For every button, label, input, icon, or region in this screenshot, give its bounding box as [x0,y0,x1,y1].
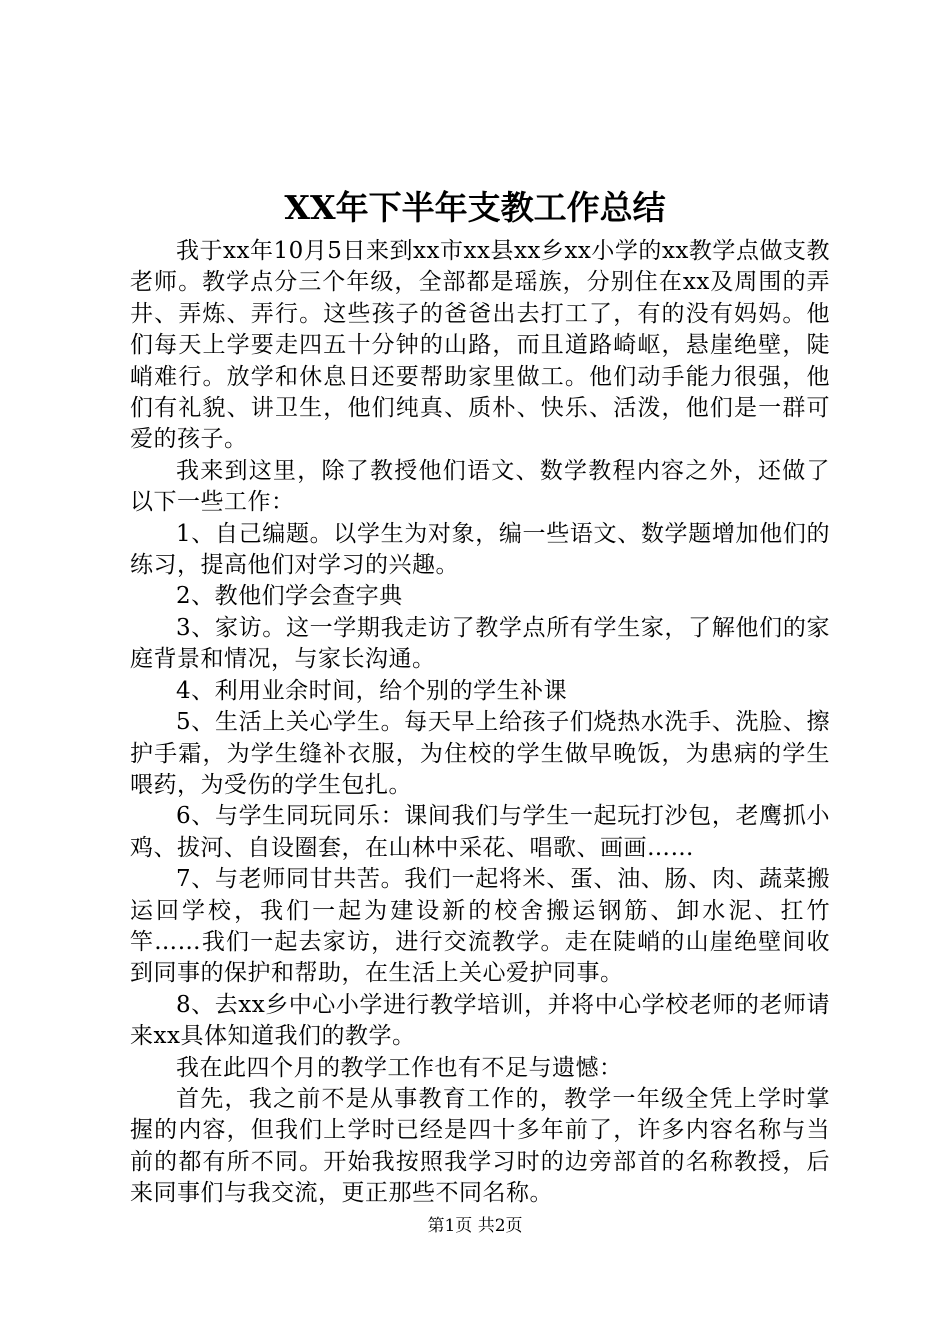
list-item-4: 4、利用业余时间，给个别的学生补课 [176,677,568,704]
list-item-5: 5、生活上关心学生。每天早上给孩子们烧热水洗手、洗脸、擦护手霜，为学生缝补衣服，为住校的学生做早晚饭，为患病的学生喂药，为受伤的学生包扎。 [130,709,830,798]
list-item-8: 8、去xx乡中心小学进行教学培训，并将中心学校老师的老师请来xx具体知道我们的教学。 [130,991,830,1050]
paragraph-intro: 我于xx年10月5日来到xx市xx县xx乡xx小学的xx教学点做支教老师。教学点分三个年级，全部都是瑶族，分别住在xx及周围的弄井、弄炼、弄行。这些孩子的爸爸出去打工了，有的没有妈妈。他们每天上学要走四五十分钟的山路，而且道路崎岖，悬崖绝壁，陡峭难行。放学和休息日还要帮助家里做工。他们动手能力很强，他们有礼貌、讲卫生，他们纯真、质朴、快乐、活泼，他们是一群可爱的孩子。 [130,238,830,453]
paragraph-first-point: 首先，我之前不是从事教育工作的，教学一年级全凭上学时掌握的内容，但我们上学时已经是四十多年前了，许多内容名称与当前的都有所不同。开始我按照我学习时的边旁部首的名称教授，后来同事们与我交流，更正那些不同名称。 [130,1085,830,1207]
document-title: XX年下半年支教工作总结 [284,188,666,227]
paragraph-work-intro: 我来到这里，除了教授他们语文、数学教程内容之外，还做了以下一些工作： [130,457,830,516]
list-item-1: 1、自己编题。以学生为对象，编一些语文、数学题增加他们的练习，提高他们对学习的兴趣。 [130,520,830,579]
list-item-7: 7、与老师同甘共苦。我们一起将米、蛋、油、肠、肉、蔬菜搬运回学校，我们一起为建设新的校舍搬运钢筋、卸水泥、扛竹竿……我们一起去家访，进行交流教学。走在陡峭的山崖绝壁间收到同事的保护和帮助，在生活上关心爱护同事。 [130,866,830,987]
page-footer: 第1页 共2页 [427,1216,523,1236]
paragraph-shortcomings: 我在此四个月的教学工作也有不足与遗憾： [176,1054,623,1081]
list-item-2: 2、教他们学会查字典 [176,583,403,610]
list-item-6: 6、与学生同玩同乐：课间我们与学生一起玩打沙包，老鹰抓小鸡、拔河、自设圈套，在山林中采花、唱歌、画画…… [130,803,830,861]
document-body [130,236,830,1210]
list-item-3: 3、家访。这一学期我走访了教学点所有学生家，了解他们的家庭背景和情况，与家长沟通。 [130,614,830,673]
